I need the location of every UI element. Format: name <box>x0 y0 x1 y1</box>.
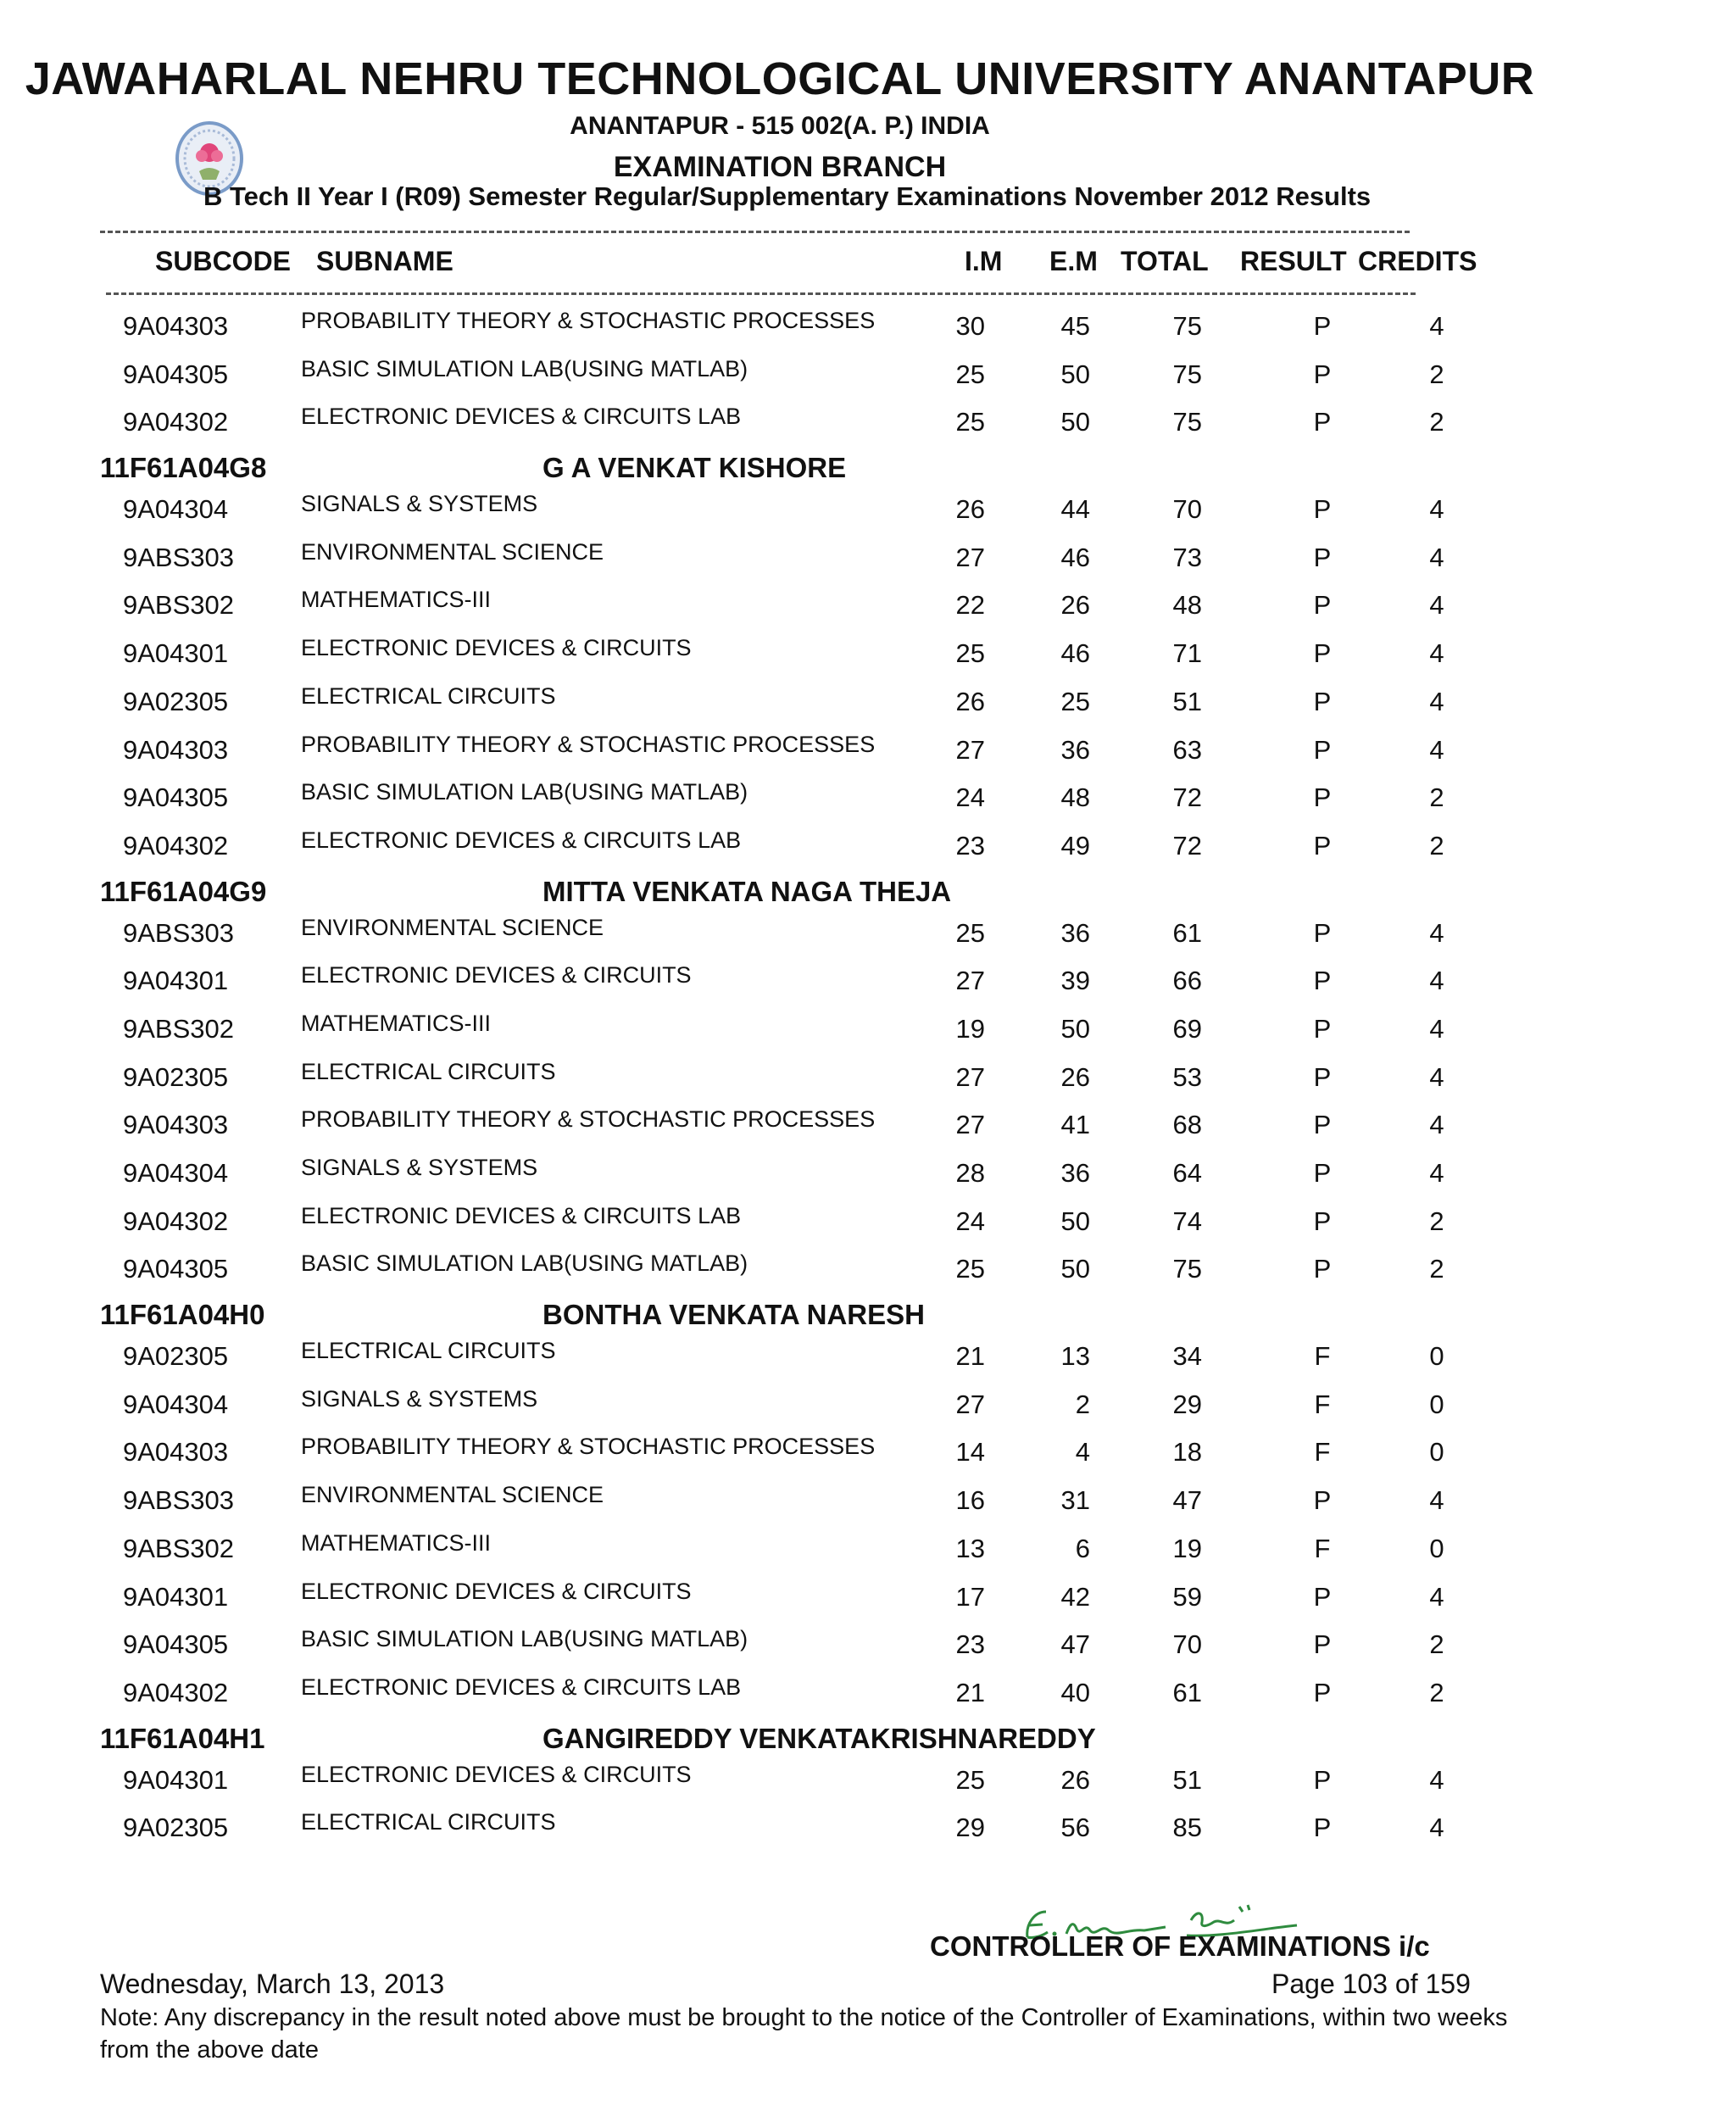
external-marks: 44 <box>1060 494 1090 525</box>
total-marks: 29 <box>1172 1389 1202 1419</box>
subject-code: 9A02305 <box>123 686 229 716</box>
subject-name: PROBABILITY THEORY & STOCHASTIC PROCESSES <box>301 731 876 757</box>
total-marks: 68 <box>1172 1110 1202 1140</box>
external-marks: 26 <box>1060 1061 1090 1092</box>
internal-marks: 27 <box>955 1110 985 1140</box>
total-marks: 51 <box>1172 686 1202 716</box>
credits: 4 <box>1429 1581 1444 1612</box>
subject-name: BASIC SIMULATION LAB(USING MATLAB) <box>301 779 748 805</box>
total-marks: 73 <box>1172 542 1202 572</box>
external-marks: 26 <box>1060 1764 1090 1795</box>
total-marks: 69 <box>1172 1013 1202 1044</box>
table-row <box>0 677 1736 725</box>
page-number: Page 103 of 159 <box>1271 1969 1471 1999</box>
subject-name: ELECTRONIC DEVICES & CIRCUITS LAB <box>301 1202 742 1228</box>
credits: 4 <box>1429 542 1444 572</box>
credits: 2 <box>1429 1206 1444 1236</box>
column-header-im: I.M <box>965 246 1003 276</box>
total-marks: 61 <box>1172 1677 1202 1707</box>
table-row <box>0 1523 1736 1572</box>
table-row <box>0 484 1736 532</box>
table-row <box>0 772 1736 821</box>
subject-name: ENVIRONMENTAL SCIENCE <box>301 1482 604 1508</box>
internal-marks: 30 <box>955 311 985 341</box>
subject-name: ELECTRONIC DEVICES & CIRCUITS <box>301 635 692 661</box>
credits: 4 <box>1429 590 1444 621</box>
total-marks: 71 <box>1172 638 1202 669</box>
external-marks: 2 <box>1075 1389 1090 1419</box>
subject-code: 9A02305 <box>123 1341 229 1372</box>
result-status: F <box>1314 1533 1331 1563</box>
table-row <box>0 1196 1736 1245</box>
total-marks: 19 <box>1172 1533 1202 1563</box>
subject-code: 9A02305 <box>123 1061 229 1092</box>
total-marks: 48 <box>1172 590 1202 621</box>
credits: 4 <box>1429 1013 1444 1044</box>
credits: 4 <box>1429 1485 1444 1516</box>
subject-code: 9A04304 <box>123 494 229 525</box>
subject-code: 9A04303 <box>123 1437 229 1468</box>
total-marks: 18 <box>1172 1437 1202 1468</box>
result-status: P <box>1313 1013 1332 1044</box>
credits: 2 <box>1429 359 1444 389</box>
internal-marks: 26 <box>955 686 985 716</box>
credits: 4 <box>1429 1110 1444 1140</box>
external-marks: 39 <box>1060 966 1090 996</box>
external-marks: 50 <box>1060 1254 1090 1284</box>
internal-marks: 13 <box>955 1533 985 1563</box>
subject-name: ELECTRONIC DEVICES & CIRCUITS LAB <box>301 1674 742 1700</box>
subject-code: 9A04303 <box>123 734 229 765</box>
table-row <box>0 821 1736 869</box>
hall-ticket-number: 11F61A04H1 <box>100 1722 265 1754</box>
hall-ticket-number: 11F61A04H0 <box>100 1299 265 1331</box>
credits: 0 <box>1429 1389 1444 1419</box>
table-row <box>0 1619 1736 1668</box>
total-marks: 75 <box>1172 311 1202 341</box>
external-marks: 25 <box>1060 686 1090 716</box>
internal-marks: 14 <box>955 1437 985 1468</box>
total-marks: 75 <box>1172 359 1202 389</box>
subject-code: 9A04301 <box>123 1581 229 1612</box>
university-title: JAWAHARLAL NEHRU TECHNOLOGICAL UNIVERSITY ANANTAPUR <box>25 53 1535 104</box>
subject-code: 9A04302 <box>123 1206 229 1236</box>
subject-name: MATHEMATICS-III <box>301 1529 491 1556</box>
result-status: P <box>1313 1254 1332 1284</box>
student-header <box>0 1292 1736 1331</box>
internal-marks: 27 <box>955 1061 985 1092</box>
result-status: P <box>1313 1813 1332 1843</box>
table-row <box>0 301 1736 349</box>
total-marks: 63 <box>1172 734 1202 765</box>
subject-code: 9ABS303 <box>123 1485 234 1516</box>
internal-marks: 25 <box>955 1254 985 1284</box>
total-marks: 61 <box>1172 917 1202 948</box>
result-status: P <box>1313 1061 1332 1092</box>
result-status: F <box>1314 1437 1331 1468</box>
subject-name: PROBABILITY THEORY & STOCHASTIC PROCESSES <box>301 1434 876 1460</box>
internal-marks: 27 <box>955 734 985 765</box>
internal-marks: 16 <box>955 1485 985 1516</box>
credits: 4 <box>1429 494 1444 525</box>
total-marks: 47 <box>1172 1485 1202 1516</box>
subject-name: ELECTRICAL CIRCUITS <box>301 1058 556 1084</box>
table-row <box>0 628 1736 677</box>
result-status: P <box>1313 783 1332 813</box>
result-status: P <box>1313 1764 1332 1795</box>
subject-code: 9ABS302 <box>123 1533 234 1563</box>
subject-name: ELECTRICAL CIRCUITS <box>301 1809 556 1835</box>
external-marks: 49 <box>1060 830 1090 860</box>
external-marks: 56 <box>1060 1813 1090 1843</box>
internal-marks: 26 <box>955 494 985 525</box>
table-row <box>0 1379 1736 1428</box>
credits: 0 <box>1429 1341 1444 1372</box>
credits: 2 <box>1429 1677 1444 1707</box>
result-status: P <box>1313 407 1332 437</box>
table-row <box>0 1572 1736 1620</box>
total-marks: 53 <box>1172 1061 1202 1092</box>
subject-code: 9A04305 <box>123 359 229 389</box>
subject-code: 9ABS302 <box>123 590 234 621</box>
table-row <box>0 580 1736 628</box>
subject-code: 9A02305 <box>123 1813 229 1843</box>
external-marks: 4 <box>1075 1437 1090 1468</box>
subject-name: MATHEMATICS-III <box>301 587 491 613</box>
column-header-subcode: SUBCODE <box>155 246 292 276</box>
controller-title: CONTROLLER OF EXAMINATIONS i/c <box>930 1930 1430 1962</box>
subject-name: PROBABILITY THEORY & STOCHASTIC PROCESSES <box>301 1106 876 1133</box>
credits: 0 <box>1429 1437 1444 1468</box>
credits: 4 <box>1429 734 1444 765</box>
student-header <box>0 1716 1736 1755</box>
credits: 2 <box>1429 830 1444 860</box>
subject-code: 9A04302 <box>123 407 229 437</box>
result-status: P <box>1313 1158 1332 1188</box>
subject-name: SIGNALS & SYSTEMS <box>301 1385 538 1412</box>
subject-name: ELECTRICAL CIRCUITS <box>301 682 556 709</box>
student-name: MITTA VENKATA NAGA THEJA <box>542 875 952 907</box>
result-status: P <box>1313 966 1332 996</box>
result-status: P <box>1313 359 1332 389</box>
internal-marks: 29 <box>955 1813 985 1843</box>
credits: 2 <box>1429 407 1444 437</box>
subject-name: SIGNALS & SYSTEMS <box>301 1155 538 1180</box>
external-marks: 36 <box>1060 1158 1090 1188</box>
discrepancy-note: Note: Any discrepancy in the result noted above must be brought to the notice of the Controller of Examinations, within two weeks from the above date <box>100 2004 1508 2064</box>
table-row <box>0 1427 1736 1475</box>
total-marks: 72 <box>1172 830 1202 860</box>
subject-name: ELECTRONIC DEVICES & CIRCUITS LAB <box>301 404 742 430</box>
table-row <box>0 1755 1736 1803</box>
external-marks: 40 <box>1060 1677 1090 1707</box>
subject-code: 9A04302 <box>123 1677 229 1707</box>
column-header-result: RESULT <box>1240 246 1347 276</box>
total-marks: 66 <box>1172 966 1202 996</box>
credits: 4 <box>1429 1813 1444 1843</box>
divider <box>100 231 1410 233</box>
table-row <box>0 349 1736 398</box>
student-name: BONTHA VENKATA NARESH <box>542 1299 925 1331</box>
internal-marks: 24 <box>955 1206 985 1236</box>
credits: 4 <box>1429 917 1444 948</box>
total-marks: 34 <box>1172 1341 1202 1372</box>
student-name: G A VENKAT KISHORE <box>542 452 847 484</box>
subject-name: PROBABILITY THEORY & STOCHASTIC PROCESSES <box>301 308 876 333</box>
credits: 2 <box>1429 1254 1444 1284</box>
subject-code: 9A04303 <box>123 311 229 341</box>
table-row <box>0 1148 1736 1196</box>
external-marks: 46 <box>1060 638 1090 669</box>
subject-code: 9ABS302 <box>123 1013 234 1044</box>
subject-code: 9A04303 <box>123 1110 229 1140</box>
subject-code: 9ABS303 <box>123 917 234 948</box>
subject-code: 9A04301 <box>123 966 229 996</box>
student-name: GANGIREDDY VENKATAKRISHNAREDDY <box>542 1722 1096 1754</box>
subject-code: 9A04304 <box>123 1389 229 1419</box>
subject-name: ELECTRONIC DEVICES & CIRCUITS <box>301 962 692 989</box>
internal-marks: 23 <box>955 1629 985 1660</box>
subject-code: 9A04305 <box>123 783 229 813</box>
table-row <box>0 397 1736 445</box>
result-status: P <box>1313 590 1332 621</box>
column-header-total: TOTAL <box>1121 246 1209 276</box>
column-header-em: E.M <box>1049 246 1098 276</box>
result-status: P <box>1313 734 1332 765</box>
internal-marks: 21 <box>955 1677 985 1707</box>
internal-marks: 17 <box>955 1581 985 1612</box>
results-table <box>0 301 1736 1851</box>
result-status: P <box>1313 311 1332 341</box>
total-marks: 85 <box>1172 1813 1202 1843</box>
student-header <box>0 445 1736 484</box>
result-status: P <box>1313 638 1332 669</box>
total-marks: 59 <box>1172 1581 1202 1612</box>
hall-ticket-number: 11F61A04G9 <box>100 875 267 907</box>
external-marks: 42 <box>1060 1581 1090 1612</box>
subject-code: 9A04305 <box>123 1629 229 1660</box>
internal-marks: 19 <box>955 1013 985 1044</box>
credits: 4 <box>1429 1764 1444 1795</box>
external-marks: 46 <box>1060 542 1090 572</box>
student-header <box>0 869 1736 908</box>
internal-marks: 25 <box>955 359 985 389</box>
subject-name: ELECTRONIC DEVICES & CIRCUITS LAB <box>301 827 742 853</box>
result-status: F <box>1314 1389 1331 1419</box>
hall-ticket-number: 11F61A04G8 <box>100 452 267 484</box>
result-status: P <box>1313 1485 1332 1516</box>
external-marks: 50 <box>1060 1206 1090 1236</box>
subject-name: SIGNALS & SYSTEMS <box>301 491 538 517</box>
result-status: P <box>1313 1629 1332 1660</box>
internal-marks: 25 <box>955 638 985 669</box>
internal-marks: 23 <box>955 830 985 860</box>
external-marks: 50 <box>1060 359 1090 389</box>
subject-name: BASIC SIMULATION LAB(USING MATLAB) <box>301 355 748 382</box>
result-status: P <box>1313 1206 1332 1236</box>
external-marks: 41 <box>1060 1110 1090 1140</box>
table-row <box>0 1802 1736 1851</box>
table-row <box>0 1475 1736 1523</box>
total-marks: 75 <box>1172 1254 1202 1284</box>
total-marks: 70 <box>1172 494 1202 525</box>
credits: 0 <box>1429 1533 1444 1563</box>
subject-name: ELECTRONIC DEVICES & CIRCUITS <box>301 1761 692 1787</box>
table-row <box>0 1100 1736 1148</box>
result-status: P <box>1313 494 1332 525</box>
total-marks: 70 <box>1172 1629 1202 1660</box>
subject-name: BASIC SIMULATION LAB(USING MATLAB) <box>301 1626 748 1652</box>
print-date: Wednesday, March 13, 2013 <box>100 1969 445 1999</box>
result-status: F <box>1314 1341 1331 1372</box>
result-status: P <box>1313 1110 1332 1140</box>
subject-name: BASIC SIMULATION LAB(USING MATLAB) <box>301 1250 748 1277</box>
table-row <box>0 725 1736 773</box>
result-status: P <box>1313 542 1332 572</box>
external-marks: 47 <box>1060 1629 1090 1660</box>
credits: 4 <box>1429 1061 1444 1092</box>
internal-marks: 28 <box>955 1158 985 1188</box>
subject-name: MATHEMATICS-III <box>301 1010 491 1036</box>
table-row <box>0 1244 1736 1292</box>
external-marks: 50 <box>1060 407 1090 437</box>
external-marks: 13 <box>1060 1341 1090 1372</box>
subject-code: 9A04301 <box>123 1764 229 1795</box>
credits: 4 <box>1429 686 1444 716</box>
table-row <box>0 1004 1736 1052</box>
credits: 4 <box>1429 1158 1444 1188</box>
internal-marks: 24 <box>955 783 985 813</box>
column-header-subname: SUBNAME <box>316 246 453 276</box>
subject-code: 9A04305 <box>123 1254 229 1284</box>
result-status: P <box>1313 1677 1332 1707</box>
table-row <box>0 1052 1736 1100</box>
internal-marks: 25 <box>955 407 985 437</box>
internal-marks: 25 <box>955 917 985 948</box>
credits: 4 <box>1429 311 1444 341</box>
external-marks: 31 <box>1060 1485 1090 1516</box>
credits: 2 <box>1429 783 1444 813</box>
table-row <box>0 955 1736 1004</box>
subject-code: 9A04304 <box>123 1158 229 1188</box>
table-row <box>0 1331 1736 1379</box>
internal-marks: 22 <box>955 590 985 621</box>
subject-code: 9ABS303 <box>123 542 234 572</box>
external-marks: 26 <box>1060 590 1090 621</box>
external-marks: 50 <box>1060 1013 1090 1044</box>
credits: 2 <box>1429 1629 1444 1660</box>
table-row <box>0 1668 1736 1716</box>
subject-code: 9A04302 <box>123 830 229 860</box>
total-marks: 75 <box>1172 407 1202 437</box>
university-address: ANANTAPUR - 515 002(A. P.) INDIA <box>570 112 990 140</box>
subject-name: ELECTRICAL CIRCUITS <box>301 1338 556 1364</box>
table-row <box>0 532 1736 581</box>
credits: 4 <box>1429 966 1444 996</box>
subject-name: ENVIRONMENTAL SCIENCE <box>301 538 604 565</box>
internal-marks: 25 <box>955 1764 985 1795</box>
internal-marks: 27 <box>955 966 985 996</box>
result-status: P <box>1313 917 1332 948</box>
external-marks: 45 <box>1060 311 1090 341</box>
table-row <box>0 908 1736 956</box>
subject-name: ENVIRONMENTAL SCIENCE <box>301 914 604 940</box>
subject-name: ELECTRONIC DEVICES & CIRCUITS <box>301 1578 692 1604</box>
total-marks: 51 <box>1172 1764 1202 1795</box>
result-status: P <box>1313 830 1332 860</box>
external-marks: 6 <box>1075 1533 1090 1563</box>
external-marks: 36 <box>1060 734 1090 765</box>
total-marks: 64 <box>1172 1158 1202 1188</box>
internal-marks: 27 <box>955 1389 985 1419</box>
internal-marks: 21 <box>955 1341 985 1372</box>
result-status: P <box>1313 686 1332 716</box>
divider <box>106 292 1416 295</box>
total-marks: 74 <box>1172 1206 1202 1236</box>
result-status: P <box>1313 1581 1332 1612</box>
internal-marks: 27 <box>955 542 985 572</box>
examination-branch: EXAMINATION BRANCH <box>613 151 947 183</box>
external-marks: 48 <box>1060 783 1090 813</box>
exam-title: B Tech II Year I (R09) Semester Regular/Supplementary Examinations November 2012 Results <box>203 181 1372 211</box>
external-marks: 36 <box>1060 917 1090 948</box>
subject-code: 9A04301 <box>123 638 229 669</box>
total-marks: 72 <box>1172 783 1202 813</box>
column-header-credits: CREDITS <box>1358 246 1477 276</box>
credits: 4 <box>1429 638 1444 669</box>
